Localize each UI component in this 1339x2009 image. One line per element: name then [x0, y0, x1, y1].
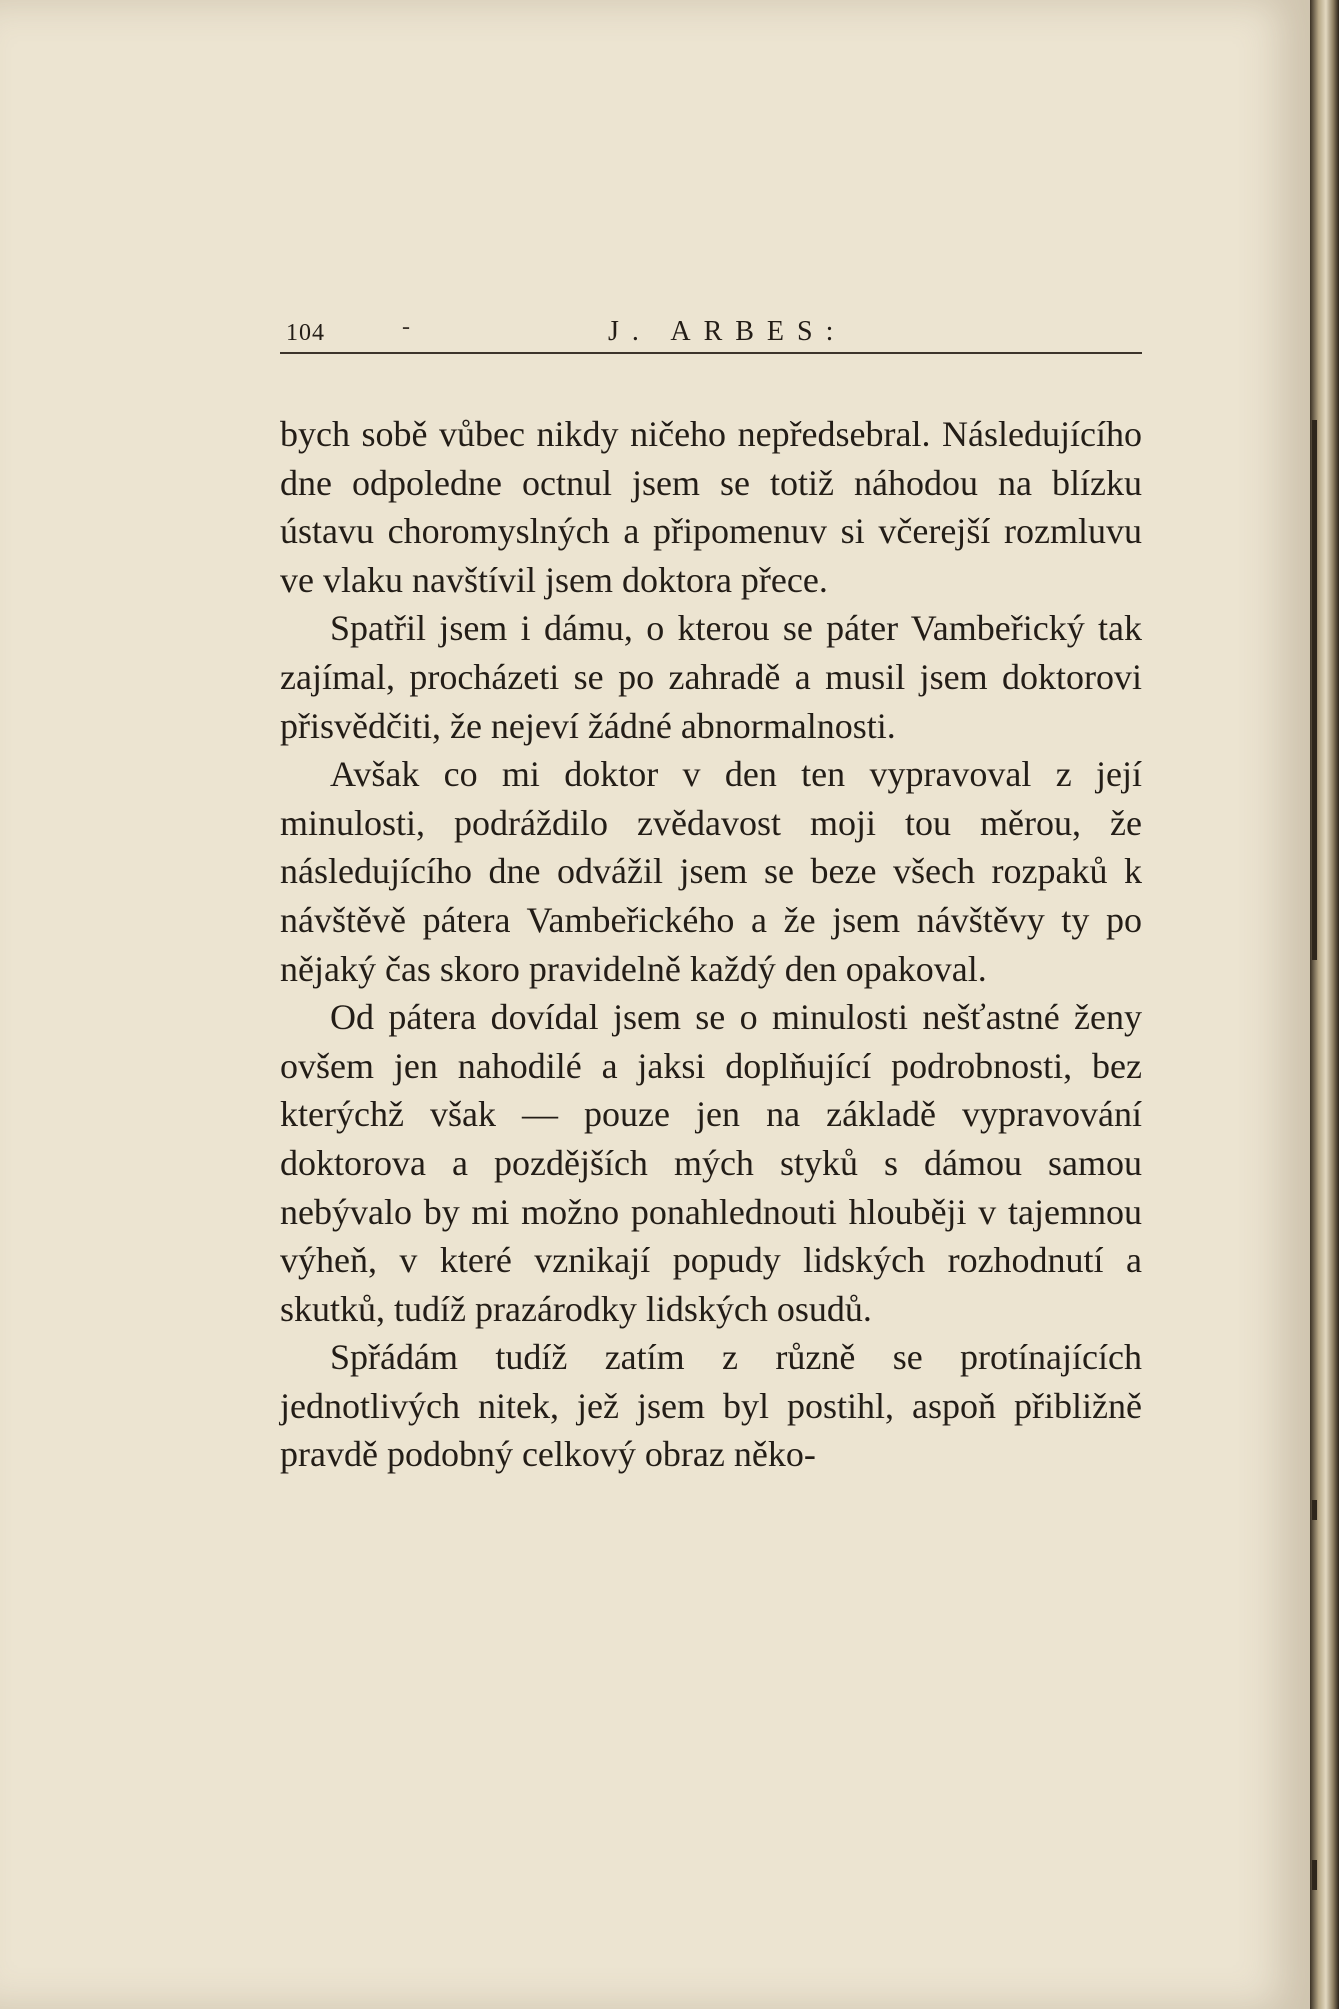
- running-head: J. ARBES:: [608, 316, 847, 347]
- book-page: [280, 300, 1142, 1479]
- book-spine-edge: [1310, 0, 1339, 2009]
- paragraph: Avšak co mi doktor v den ten vypravoval z její minulosti, podráždilo zvědavost moji tou měrou, že následujícího dne odvážil jsem se beze všech rozpaků k návštěvě pátera Vambeřického a že jsem návštěvy ty po nějaký čas skoro pravidelně každý den opakoval.: [280, 754, 1142, 989]
- paragraph: Spřádám tudíž zatím z různě se protínajících jednotlivých nitek, jež jsem byl postihl, aspoň přibližně pravdě podobný celkový obraz něko-: [280, 1337, 1142, 1475]
- header-rule: [280, 352, 1142, 354]
- paragraph: Od pátera dovídal jsem se o minulosti nešťastné ženy ovšem jen nahodilé a jaksi doplňující podrobnosti, bez kterýchž však — pouze jen na základě vypravování doktorova a pozdějších mých styků s dámou samou nebývalo by mi možno ponahlednouti hlouběji v tajemnou výheň, v které vznikají popudy lidských rozhodnutí a skutků, tudíž prazárodky lidských osudů.: [280, 997, 1142, 1329]
- edge-shadow-mark: [1312, 1500, 1317, 1520]
- body-text: [280, 410, 1142, 1479]
- edge-shadow-mark: [1312, 420, 1317, 960]
- page-header: [280, 300, 1142, 354]
- paragraph: bych sobě vůbec nikdy ničeho nepředsebral. Následujícího dne odpoledne octnul jsem se totiž náhodou na blízku ústavu choromyslných a připomenuv si včerejší rozmluvu ve vlaku navštívil jsem doktora přece.: [280, 414, 1142, 600]
- page-number: 104: [286, 320, 325, 346]
- paragraph: Spatřil jsem i dámu, o kterou se páter Vambeřický tak zajímal, procházeti se po zahradě a musil jsem doktorovi přisvědčiti, že nejeví žádné abnormalnosti.: [280, 608, 1142, 746]
- stray-mark: -: [402, 314, 410, 340]
- edge-shadow-mark: [1312, 1860, 1317, 1890]
